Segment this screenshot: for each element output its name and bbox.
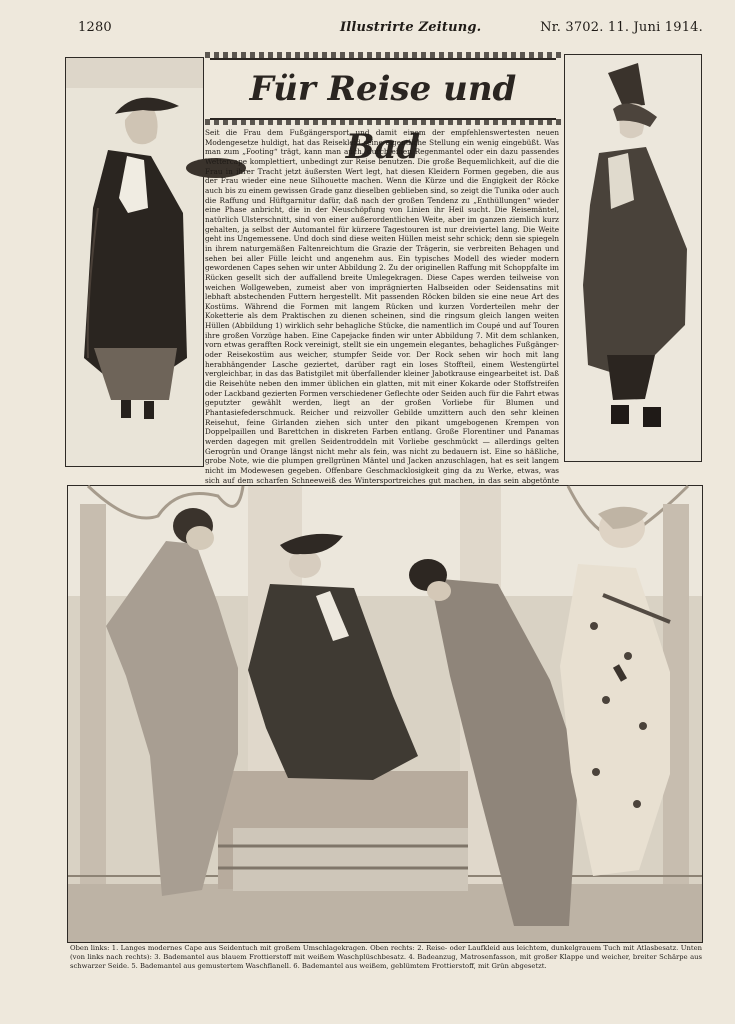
photo-travel-cape <box>65 57 204 467</box>
photo-travel-dress <box>564 54 702 462</box>
page-number: 1280 <box>78 20 112 35</box>
publication-name: Illustrirte Zeitung. <box>340 20 482 35</box>
title-ornament-bottom <box>205 119 561 125</box>
issue-info: Nr. 3702. 11. Juni 1914. <box>540 20 703 35</box>
photo-bathing-group <box>67 485 703 943</box>
article-body: Seit die Frau dem Fußgängersport und damit einem der empfehlenswertesten neuen Modengesetze huldigt, hat das Reisekleid seine eigentliche Stellung ein wenig eingebüßt. Was man zum „Footing“ trägt, kann man auch, durch einen Regenmantel oder ein dazu passendes Wettercape komplettiert, unbedingt zur Reise benutzen. Die große Bequemlichkeit, auf die die Frau in ihrer Tracht jetzt äußersten Wert legt, hat diesen Kleidern Formen gegeben, die aus der Frau wieder eine neue Silhouette machen. Wenn die Kürze und die Engigkeit der Röcke auch bis zu einem gewissen Grade ganz dieselben geblieben sind, so zeigt die Tunika oder auch die Raffung und Hüftgarnitur dafür, daß nach der großen Tendenz zu „Enthüllungen“ wieder eine Phase anbricht, die in der Neuschöpfung von Linien ihr Heil sucht. Die Reisemäntel, natürlich Ulsterschnitt, sind von einer außerordentlichen Weite, aber im ganzen ziemlich kurz gehalten, ja selbst der Automantel für kürzere Tagestouren ist nur dreiviertel lang. Die Weite geht ins Ungemessene. Und doch sind diese weiten Hüllen meist sehr schick; denn sie spiegeln in ihrem naturgemäßen Faltenreichtum die Grazie der Trägerin, sie verbreiten Behagen und sehen bei aller Fülle leicht und angenehm aus. Ein typisches Modell des wieder modern gewordenen Capes sehen wir unter Abbildung 2. Zu der originellen Raffung mit Schoppfalte im Rücken gesellt sich der auffallend breite Umlegekragen. Diese Capes werden teilweise von weichen Wollgeweben, zumeist aber von imprägnierten Halbseiden oder Seidensatins mit lebhaft abstechenden Futtern hergestellt. Mit passenden Röcken bilden sie eine neue Art des Kostüms. Während die Formen mit langem Rücken und kurzen Vorderteilen mehr der Koketterie als dem Praktischen zu dienen scheinen, sind die ringsum gleich langen weiten Hüllen (Abbildung 1) wirklich sehr behagliche Stücke, die namentlich im Coupé und auf Touren ihre großen Vorzüge haben. Eine Capejacke finden wir unter Abbildung 7. Mit dem schlanken, vorn etwas gerafften Rock vereinigt, stellt sie ein ungemein elegantes, behagliches Fußgänger- oder Reisekostüm aus weicher, stumpfer Seide vor. Der Rock sehen wir hoch mit lang herabhängender Lasche geziertet, darüber ragt ein loses Stoffteil, einem Westengürtel vergleichbar, in das das Batistgilet mit überfallender kleiner Jabotkrause eingearbeitet ist. Daß die Reisehüte neben den immer üblichen ein glatten, mit mit einer Kokarde oder Stoffstreifen oder Lackband gezierten Formen verschiedener Geflechte oder Seiden auch für die Fahrt etwas geputzter gewählt werden, liegt an der großen Vorliebe für Blumen und Phantasiefederschmuck. Reicher und reizvoller Gebilde umzittern auch den sehr kleinen Reisehut, feine Girlanden ziehen sich unter den pikant umgebogenen Krempen von Doppelpaillen und Barettchen in diskreten Farben entlang. Große Florentiner und Panamas werden dagegen mit grellen Seidentroddeln mit Vorliebe geschmückt — allerdings gelten Gerogrün und Orange längst nicht mehr als fein, was nicht zu bedauern ist. Eine so häßliche, grobe Note, wie die plumpen grellgrünen Mäntel und Jacken anzuschlagen, hat es seit langem nicht im Modewesen gegeben. Offenbare Geschmacklosigkeit ging da zu Werke, etwas, was sich auf dem scharfen Schneeweiß des Wintersportreiches gut machen, in das sein abgetönte <box>205 128 559 485</box>
image-caption: Oben links: 1. Langes modernes Cape aus Seidentuch mit großem Umschlagekragen. Oben rechts: 2. Reise- oder Laufkleid aus leichtem, dunkelgrauem Tuch mit Atlasbesatz. Unten (von links nach rechts): 3. Bademantel aus blauem Frottierstoff mit weißem Waschplüschbesatz. 4. Badeanzug, Matrosenfasson, mit großer Klappe und weicher, breiter Schärpe aus schwarzer Seide. 5. Bademantel aus gemustertem Waschflanell. 6. Bademantel aus weißem, geblümtem Frottierstoff, mit Grün abgesetzt. <box>70 944 702 970</box>
article-title: Für Reise und Bad <box>210 58 556 120</box>
